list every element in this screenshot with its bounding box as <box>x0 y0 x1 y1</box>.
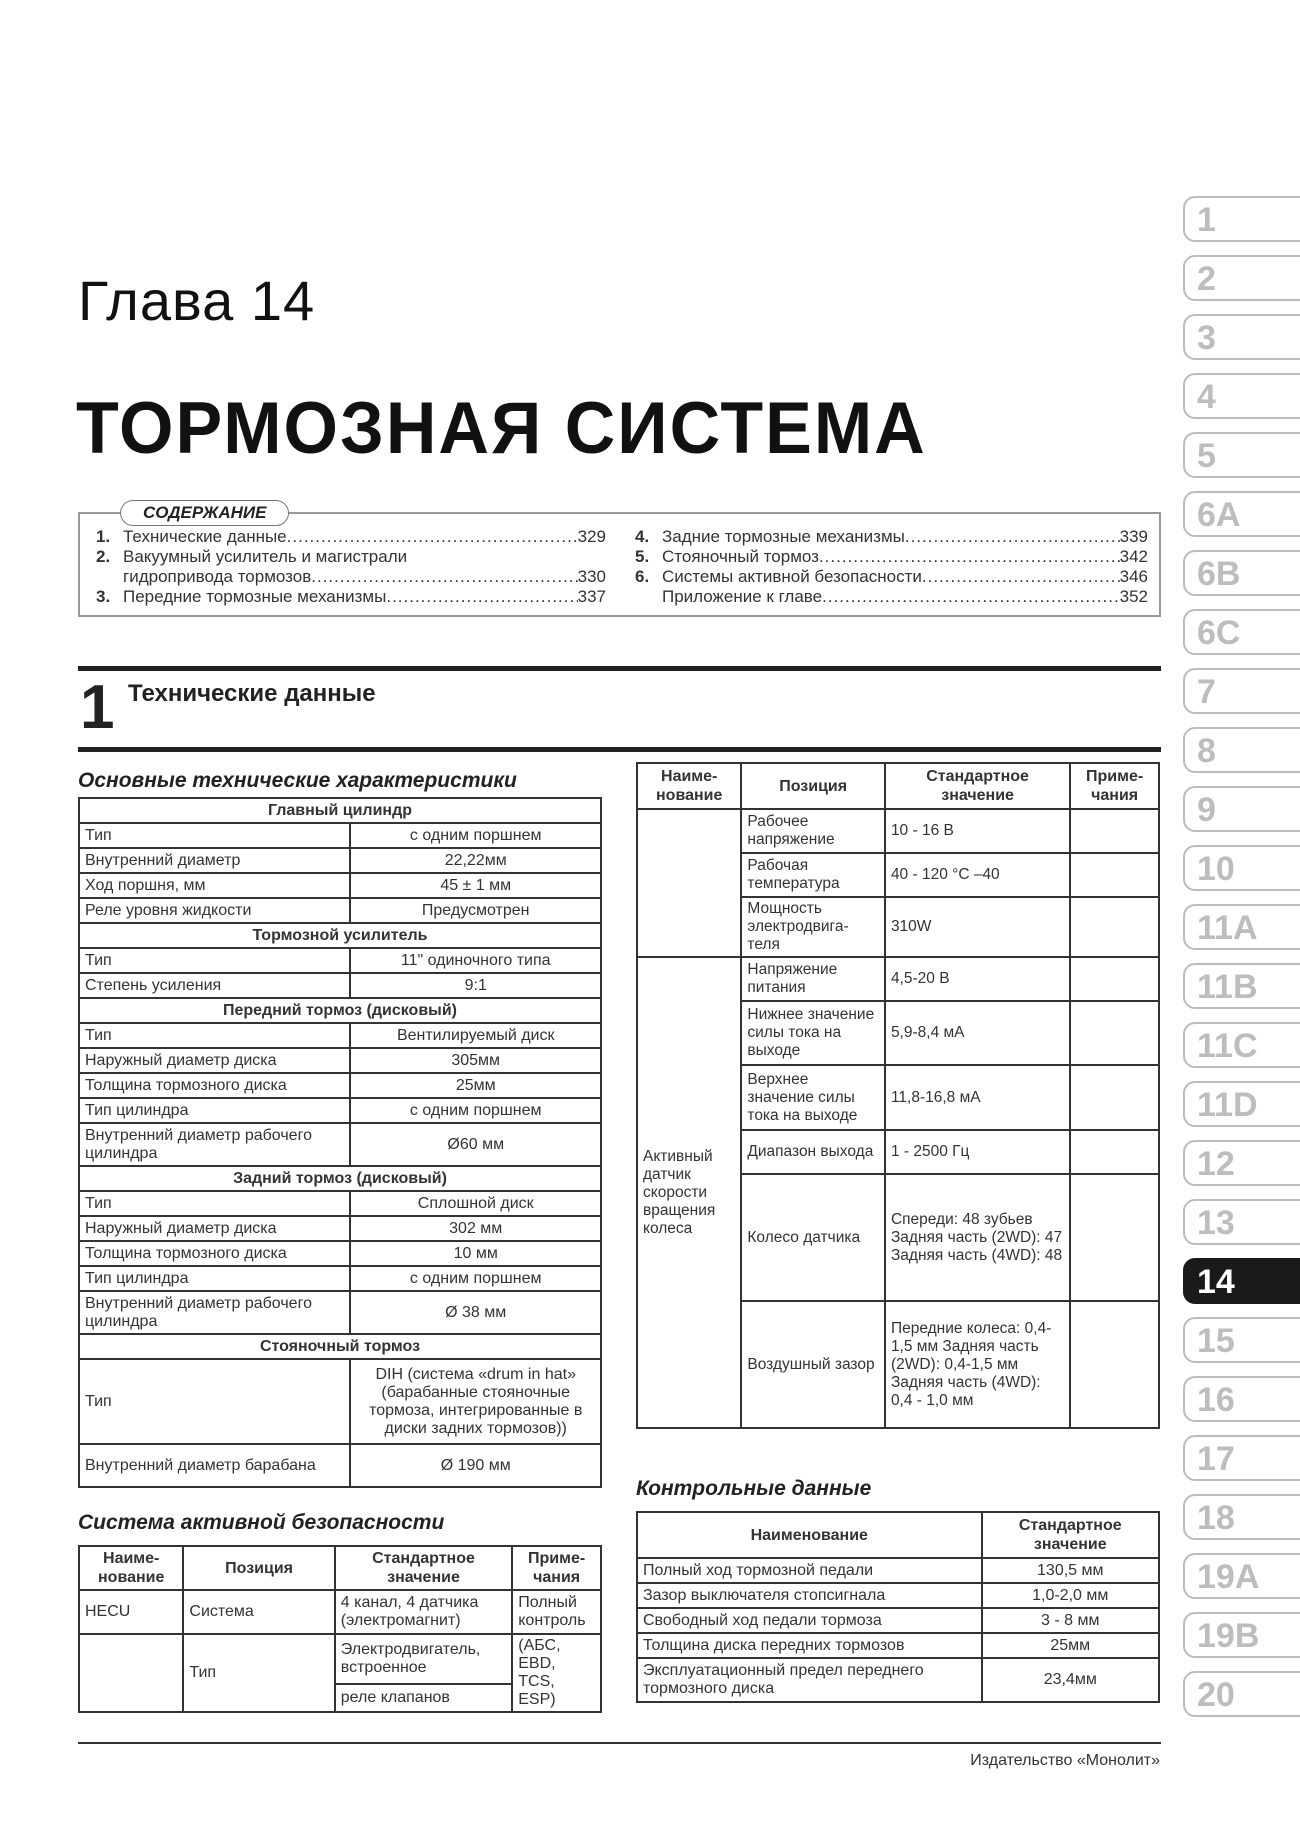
control-name: Свободный ход педали тормоза <box>637 1608 982 1633</box>
spec-value: Вентилируемый диск <box>350 1023 601 1048</box>
table-row <box>79 848 601 873</box>
toc-entry[interactable] <box>635 567 1148 587</box>
spec-name: Внутренний диаметр рабочего цилиндра <box>79 1123 350 1166</box>
table-cell <box>637 809 741 957</box>
toc-number: 4. <box>635 527 650 546</box>
spec-name: Тип <box>79 823 350 848</box>
chapter-tab-1[interactable]: 1 <box>1183 196 1300 242</box>
spec-value: Ø 190 мм <box>350 1444 601 1487</box>
chapter-tab-18[interactable]: 18 <box>1183 1494 1300 1540</box>
chapter-title: ТОРМОЗНАЯ СИСТЕМА <box>76 387 927 469</box>
toc-entry[interactable] <box>635 587 1148 607</box>
sensor-position: Нижнее значение силы тока на выходе <box>741 1001 885 1065</box>
group-header: Передний тормоз (дисковый) <box>79 998 601 1023</box>
footer-rule <box>78 1742 1161 1744</box>
sensor-value: Спереди: 48 зубьев Задняя часть (2WD): 47 Задняя часть (4WD): 48 <box>885 1174 1070 1301</box>
spec-value: с одним поршнем <box>350 1266 601 1291</box>
sensor-value: 1 - 2500 Гц <box>885 1130 1070 1174</box>
control-value: 23,4мм <box>982 1658 1159 1702</box>
toc-entry[interactable] <box>635 547 1148 567</box>
toc-label-text: гидропривода тормозов <box>123 567 312 586</box>
sensor-note <box>1070 1301 1159 1428</box>
spec-value: 22,22мм <box>350 848 601 873</box>
group-header-row <box>79 1334 601 1359</box>
toc-right-column <box>635 527 1148 607</box>
group-header: Стояночный тормоз <box>79 1334 601 1359</box>
table-row <box>637 1658 1159 1702</box>
sensor-position: Верхнее значение силы тока на выходе <box>741 1065 885 1130</box>
table-row <box>79 948 601 973</box>
toc-entry[interactable] <box>96 567 606 587</box>
toc-leader <box>822 587 1120 607</box>
toc-leader <box>311 567 577 587</box>
toc-leader <box>287 527 578 547</box>
chapter-tab-3[interactable]: 3 <box>1183 314 1300 360</box>
col-header: Наиме-нование <box>637 763 741 809</box>
spec-value: Ø60 мм <box>350 1123 601 1166</box>
spec-value: 11" одиночного типа <box>350 948 601 973</box>
spec-name: Тип <box>79 1359 350 1444</box>
group-header: Тормозной усилитель <box>79 923 601 948</box>
chapter-tab-17[interactable]: 17 <box>1183 1435 1300 1481</box>
control-data-table <box>636 1511 1160 1703</box>
spec-name: Тип <box>79 948 350 973</box>
toc-number: 2. <box>96 547 111 566</box>
spec-value: 25мм <box>350 1073 601 1098</box>
col-header: Стандартное значение <box>335 1546 512 1590</box>
table-cell: Система <box>183 1590 334 1634</box>
control-name: Зазор выключателя стопсигнала <box>637 1583 982 1608</box>
sensor-value: 4,5-20 В <box>885 957 1070 1001</box>
sensor-value: 40 - 120 °С –40 <box>885 853 1070 897</box>
table-row <box>79 1241 601 1266</box>
chapter-tab-6a[interactable]: 6A <box>1183 491 1300 537</box>
chapter-tab-8[interactable]: 8 <box>1183 727 1300 773</box>
sensor-group-name: Активный датчик скорости вращения колеса <box>637 957 741 1428</box>
toc-page: 337 <box>577 587 606 606</box>
spec-value: 9:1 <box>350 973 601 998</box>
spec-name: Внутренний диаметр рабочего цилиндра <box>79 1291 350 1334</box>
table-cell: HECU <box>79 1590 183 1634</box>
chapter-tab-19b[interactable]: 19B <box>1183 1612 1300 1658</box>
table-row <box>79 1048 601 1073</box>
chapter-tab-11c[interactable]: 11C <box>1183 1022 1300 1068</box>
wheel-sensor-table <box>636 762 1160 1429</box>
control-name: Толщина диска передних тормозов <box>637 1633 982 1658</box>
toc-page: 329 <box>577 527 606 546</box>
table-cell: Электродвигатель, встроенное <box>335 1634 512 1684</box>
toc-number: 3. <box>96 587 111 606</box>
table-row <box>79 973 601 998</box>
table-row <box>637 957 1159 1001</box>
toc-leader <box>905 527 1120 547</box>
control-value: 25мм <box>982 1633 1159 1658</box>
active-safety-title: Система активной безопасности <box>78 1511 445 1534</box>
group-header-row <box>79 998 601 1023</box>
sensor-note <box>1070 809 1159 853</box>
spec-value: Ø 38 мм <box>350 1291 601 1334</box>
spec-value: Сплошной диск <box>350 1191 601 1216</box>
sensor-note <box>1070 1001 1159 1065</box>
spec-name: Тип цилиндра <box>79 1098 350 1123</box>
section-title: Технические данные <box>128 680 376 707</box>
spec-value: 10 мм <box>350 1241 601 1266</box>
table-cell <box>79 1634 183 1712</box>
toc-number: 1. <box>96 527 111 546</box>
sensor-note <box>1070 853 1159 897</box>
spec-value: DIH (система «drum in hat» (барабанные стояночные тормоза, интегрированные в диски задних тормозов)) <box>350 1359 601 1444</box>
control-name: Эксплуатационный предел переднего тормозного диска <box>637 1658 982 1702</box>
toc-label: СОДЕРЖАНИЕ <box>120 500 289 526</box>
spec-name: Ход поршня, мм <box>79 873 350 898</box>
group-header-row <box>79 1166 601 1191</box>
table-row <box>79 1023 601 1048</box>
spec-name: Реле уровня жидкости <box>79 898 350 923</box>
spec-name: Тип <box>79 1023 350 1048</box>
toc-text <box>662 527 1148 547</box>
spec-name: Тип <box>79 1191 350 1216</box>
group-header-row <box>79 798 601 823</box>
table-row <box>637 1633 1159 1658</box>
section-number: 1 <box>80 673 115 742</box>
spec-value: 302 мм <box>350 1216 601 1241</box>
toc-text <box>662 587 1148 607</box>
toc-label-text: Вакуумный усилитель и магистрали <box>123 547 408 566</box>
table-cell: Тип <box>183 1634 334 1712</box>
table-row <box>79 1444 601 1487</box>
toc-text <box>662 567 1148 587</box>
toc-label-text: Приложение к главе <box>662 587 823 606</box>
col-header: Позиция <box>183 1546 334 1590</box>
sensor-value: 310W <box>885 897 1070 957</box>
spec-name: Тип цилиндра <box>79 1266 350 1291</box>
col-header: Наименование <box>637 1512 982 1558</box>
spec-value: 305мм <box>350 1048 601 1073</box>
table-row <box>79 873 601 898</box>
toc-leader <box>922 567 1120 587</box>
chapter-tab-13[interactable]: 13 <box>1183 1199 1300 1245</box>
sensor-position: Рабочее напряжение <box>741 809 885 853</box>
table-cell: 4 канал, 4 датчика (электромагнит) <box>335 1590 512 1634</box>
toc-leader <box>386 587 577 607</box>
chapter-label: Глава 14 <box>78 269 316 332</box>
toc-text <box>662 547 1148 567</box>
sensor-note <box>1070 897 1159 957</box>
section-top-rule <box>78 666 1161 671</box>
toc-number <box>635 587 662 607</box>
chapter-tab-11b[interactable]: 11B <box>1183 963 1300 1009</box>
table-cell: Полный контроль <box>512 1590 601 1634</box>
sensor-position: Колесо датчика <box>741 1174 885 1301</box>
main-specs-table <box>78 797 602 1488</box>
toc-entry[interactable] <box>96 527 606 547</box>
section-bottom-rule <box>78 747 1161 752</box>
toc-label-text: Задние тормозные механизмы <box>662 527 905 546</box>
spec-name: Толщина тормозного диска <box>79 1073 350 1098</box>
sensor-position: Напряжение питания <box>741 957 885 1001</box>
sensor-note <box>1070 1130 1159 1174</box>
chapter-tab-12[interactable]: 12 <box>1183 1140 1300 1186</box>
spec-name: Наружный диаметр диска <box>79 1048 350 1073</box>
table-row <box>79 1291 601 1334</box>
spec-value: 45 ± 1 мм <box>350 873 601 898</box>
chapter-tab-2[interactable]: 2 <box>1183 255 1300 301</box>
chapter-tab-5[interactable]: 5 <box>1183 432 1300 478</box>
table-row <box>79 1359 601 1444</box>
table-row <box>79 1123 601 1166</box>
sensor-note <box>1070 1065 1159 1130</box>
chapter-tab-7[interactable]: 7 <box>1183 668 1300 714</box>
toc-page: 339 <box>1119 527 1148 546</box>
table-row <box>637 1558 1159 1583</box>
chapter-tab-4[interactable]: 4 <box>1183 373 1300 419</box>
table-row <box>79 1073 601 1098</box>
chapter-tab-20[interactable]: 20 <box>1183 1671 1300 1717</box>
chapter-tab-15[interactable]: 15 <box>1183 1317 1300 1363</box>
publisher-credit: Издательство «Монолит» <box>970 1752 1160 1769</box>
toc-label-text: Передние тормозные механизмы <box>123 587 387 606</box>
control-name: Полный ход тормозной педали <box>637 1558 982 1583</box>
toc-entry[interactable] <box>96 547 606 567</box>
toc-leader <box>819 547 1120 567</box>
sensor-value: Передние колеса: 0,4-1,5 мм Задняя часть (2WD): 0,4-1,5 мм Задняя часть (4WD): 0,4 - 1,0 мм <box>885 1301 1070 1428</box>
chapter-tab-14[interactable]: 14 <box>1183 1258 1300 1304</box>
table-cell: (АБС, EBD, TCS, ESP) <box>512 1634 601 1712</box>
sensor-position: Рабочая температура <box>741 853 885 897</box>
toc-number: 6. <box>635 567 650 586</box>
chapter-tab-9[interactable]: 9 <box>1183 786 1300 832</box>
table-row <box>79 1266 601 1291</box>
col-header: Стандартное значение <box>885 763 1070 809</box>
sensor-note <box>1070 1174 1159 1301</box>
spec-name: Внутренний диаметр <box>79 848 350 873</box>
col-header: Приме-чания <box>512 1546 601 1590</box>
chapter-tab-10[interactable]: 10 <box>1183 845 1300 891</box>
table-of-contents <box>78 503 1161 617</box>
toc-text <box>123 547 606 567</box>
main-specs-title: Основные технические характеристики <box>78 769 517 792</box>
spec-value: с одним поршнем <box>350 1098 601 1123</box>
table-cell: реле клапанов <box>335 1684 512 1712</box>
spec-name: Наружный диаметр диска <box>79 1216 350 1241</box>
table-row <box>637 1608 1159 1633</box>
table-row <box>637 809 1159 853</box>
chapter-tab-19a[interactable]: 19A <box>1183 1553 1300 1599</box>
sensor-note <box>1070 957 1159 1001</box>
control-value: 1,0-2,0 мм <box>982 1583 1159 1608</box>
sensor-position: Воздушный зазор <box>741 1301 885 1428</box>
table-row <box>79 1191 601 1216</box>
spec-value: Предусмотрен <box>350 898 601 923</box>
chapter-tab-11a[interactable]: 11A <box>1183 904 1300 950</box>
toc-number <box>96 567 123 587</box>
table-row <box>79 823 601 848</box>
table-row <box>637 1583 1159 1608</box>
toc-left-column <box>96 527 606 607</box>
toc-page: 342 <box>1119 547 1148 566</box>
toc-page: 346 <box>1119 567 1148 586</box>
toc-label-text: Стояночный тормоз <box>662 547 819 566</box>
toc-entry[interactable] <box>96 587 606 607</box>
toc-text <box>123 567 606 587</box>
toc-page: 330 <box>577 567 606 586</box>
toc-label-text: Технические данные <box>123 527 287 546</box>
control-value: 130,5 мм <box>982 1558 1159 1583</box>
sensor-position: Мощность электродвига-теля <box>741 897 885 957</box>
chapter-tab-16[interactable]: 16 <box>1183 1376 1300 1422</box>
col-header: Позиция <box>741 763 885 809</box>
toc-number: 5. <box>635 547 650 566</box>
chapter-tab-6c[interactable]: 6C <box>1183 609 1300 655</box>
group-header: Задний тормоз (дисковый) <box>79 1166 601 1191</box>
toc-text <box>123 587 606 607</box>
toc-entry[interactable] <box>635 527 1148 547</box>
chapter-tab-11d[interactable]: 11D <box>1183 1081 1300 1127</box>
active-safety-table <box>78 1545 602 1713</box>
chapter-tab-6b[interactable]: 6B <box>1183 550 1300 596</box>
control-data-title: Контрольные данные <box>636 1477 872 1500</box>
col-header: Наиме-нование <box>79 1546 183 1590</box>
control-value: 3 - 8 мм <box>982 1608 1159 1633</box>
col-header: Стандартное значение <box>982 1512 1159 1558</box>
table-row <box>79 1098 601 1123</box>
group-header-row <box>79 923 601 948</box>
toc-text <box>123 527 606 547</box>
spec-name: Толщина тормозного диска <box>79 1241 350 1266</box>
toc-label-text: Системы активной безопасности <box>662 567 922 586</box>
sensor-value: 5,9-8,4 мА <box>885 1001 1070 1065</box>
spec-name: Внутренний диаметр барабана <box>79 1444 350 1487</box>
sensor-value: 11,8-16,8 мА <box>885 1065 1070 1130</box>
table-row <box>79 1216 601 1241</box>
sensor-position: Диапазон выхода <box>741 1130 885 1174</box>
col-header: Приме-чания <box>1070 763 1159 809</box>
sensor-value: 10 - 16 В <box>885 809 1070 853</box>
group-header: Главный цилиндр <box>79 798 601 823</box>
spec-name: Степень усиления <box>79 973 350 998</box>
spec-value: с одним поршнем <box>350 823 601 848</box>
toc-page: 352 <box>1119 587 1148 606</box>
table-row <box>79 898 601 923</box>
